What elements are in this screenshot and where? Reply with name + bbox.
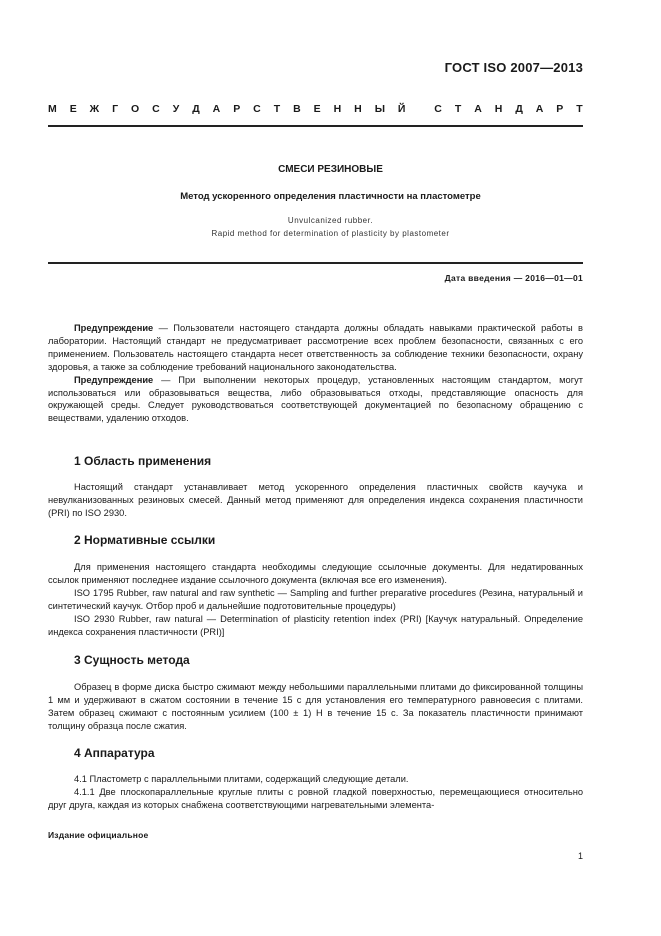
interstate-letter: О [131,103,140,115]
section-3-heading: 3 Сущность метода [74,653,190,667]
interstate-letter: Р [556,103,564,115]
interstate-letter: А [474,103,482,115]
paragraph: Для применения настоящего стандарта необходимы следующие ссылочные документы. Для недатированных ссылок применяют последнее издание ссылочного документа (включая все его изменения). [48,562,583,585]
section-3-body [48,681,583,733]
interstate-letter: Е [313,103,321,115]
interstate-letter: В [293,103,301,115]
standard-code: ГОСТ ISO 2007—2013 [444,60,583,75]
paragraph: Образец в форме диска быстро сжимают между небольшими параллельными плитами до фиксированной толщины 1 мм и удерживают в сжатом состоянии в течение 15 с для установления его температурного равновесия с плитами. Затем образец сжимают с постоянным усилием (100 ± 1) Н в течение 15 с. За показатель пластичности принимают толщину образца после сжатия. [48,682,583,731]
interstate-letter: Е [69,103,77,115]
interstate-letter: У [172,103,180,115]
section-4-heading: 4 Аппаратура [74,746,155,760]
edition-note: Издание официальное [48,830,149,840]
interstate-letter: А [535,103,544,115]
interstate-letter: Д [192,103,200,115]
interstate-letter: Н [333,103,342,115]
warning-text: — Пользователи настоящего стандарта должны обладать навыками практической работы в лаборатории. Настоящий стандарт не предусматривает рассмотрение всех проблем безопасности, связанных с его применением. Пользователь настоящего стандарта несет ответственность за соблюдение техники безопасности, охрану здоровья, а также за соблюдение требований национального законодательства. [48,323,583,372]
interstate-letter: А [212,103,221,115]
interstate-letter: Т [454,103,462,115]
interstate-letter: С [152,103,160,115]
interstate-letter: Д [515,103,523,115]
interstate-letter: С [253,103,261,115]
title-divider [48,262,583,264]
paragraph: 4.1.1 Две плоскопараллельные круглые плиты с ровной гладкой поверхностью, перемещающиеся относительно друг друга, каждая из которых снабжена соответствующими нагревательными элемента- [48,786,583,810]
interstate-letter: Н [354,103,362,115]
interstate-standard-heading [48,103,583,115]
document-title: СМЕСИ РЕЗИНОВЫЕ [278,164,383,175]
interstate-letter: Т [576,103,583,115]
interstate-letter: Г [112,103,119,115]
top-divider [48,125,583,127]
interstate-letter: Р [233,103,241,115]
english-title-line2: Rapid method for determination of plasticity by plastometer [211,229,450,238]
interstate-letter: Н [494,103,503,115]
section-1-heading: 1 Область применения [74,454,212,468]
interstate-letter [418,103,421,115]
section-2-heading: 2 Нормативные ссылки [74,533,216,547]
introduction-date: Дата введения — 2016—01—01 [444,273,583,283]
section-2-body [48,561,583,638]
warning-label: Предупреждение [74,374,154,385]
paragraph: 4.1 Пластометр с параллельными плитами, содержащий следующие детали. [74,774,409,784]
warning-paragraph-2 [48,374,583,426]
warning-paragraph-1 [48,322,583,374]
section-4-body [48,773,583,812]
paragraph: Настоящий стандарт устанавливает метод ускоренного определения пластичных свойств каучука и невулканизованных резиновых смесей. Данный метод применяют для определения индекса сохранения пластичности (PRI) по ISO 2930. [48,482,583,518]
warning-text: — При выполнении некоторых процедур, установленных настоящим стандартом, могут использоваться или образовываться вещества, либо образовываться отходы, представляющие опасность для окружающей среды. Следует руководствоваться соответствующей документацией по безопасному обращению с веществами, удалению отходов. [48,374,583,424]
interstate-letter: М [48,103,57,115]
warning-block [48,322,583,425]
interstate-letter: Ж [89,103,100,115]
interstate-letter: Й [397,103,406,115]
interstate-letter: Ы [374,103,385,115]
paragraph: ISO 1795 Rubber, raw natural and raw synthetic — Sampling and further preparative procedures (Резина, натуральный и синтетический каучук. Отбор проб и дальнейшие подготовительные процедуры) [48,587,583,611]
page-number: 1 [577,851,583,861]
english-title-line1: Unvulcanized rubber. [287,216,374,225]
interstate-letter: Т [273,103,281,115]
document-subtitle: Метод ускоренного определения пластичности на пластометре [180,191,481,202]
interstate-letter: С [434,103,442,115]
warning-label: Предупреждение [74,323,154,333]
section-1-body [48,481,583,520]
paragraph: ISO 2930 Rubber, raw natural — Determination of plasticity retention index (PRI) [Каучук натуральный. Определение индекса сохранения пластичности (PRI)] [48,613,583,637]
